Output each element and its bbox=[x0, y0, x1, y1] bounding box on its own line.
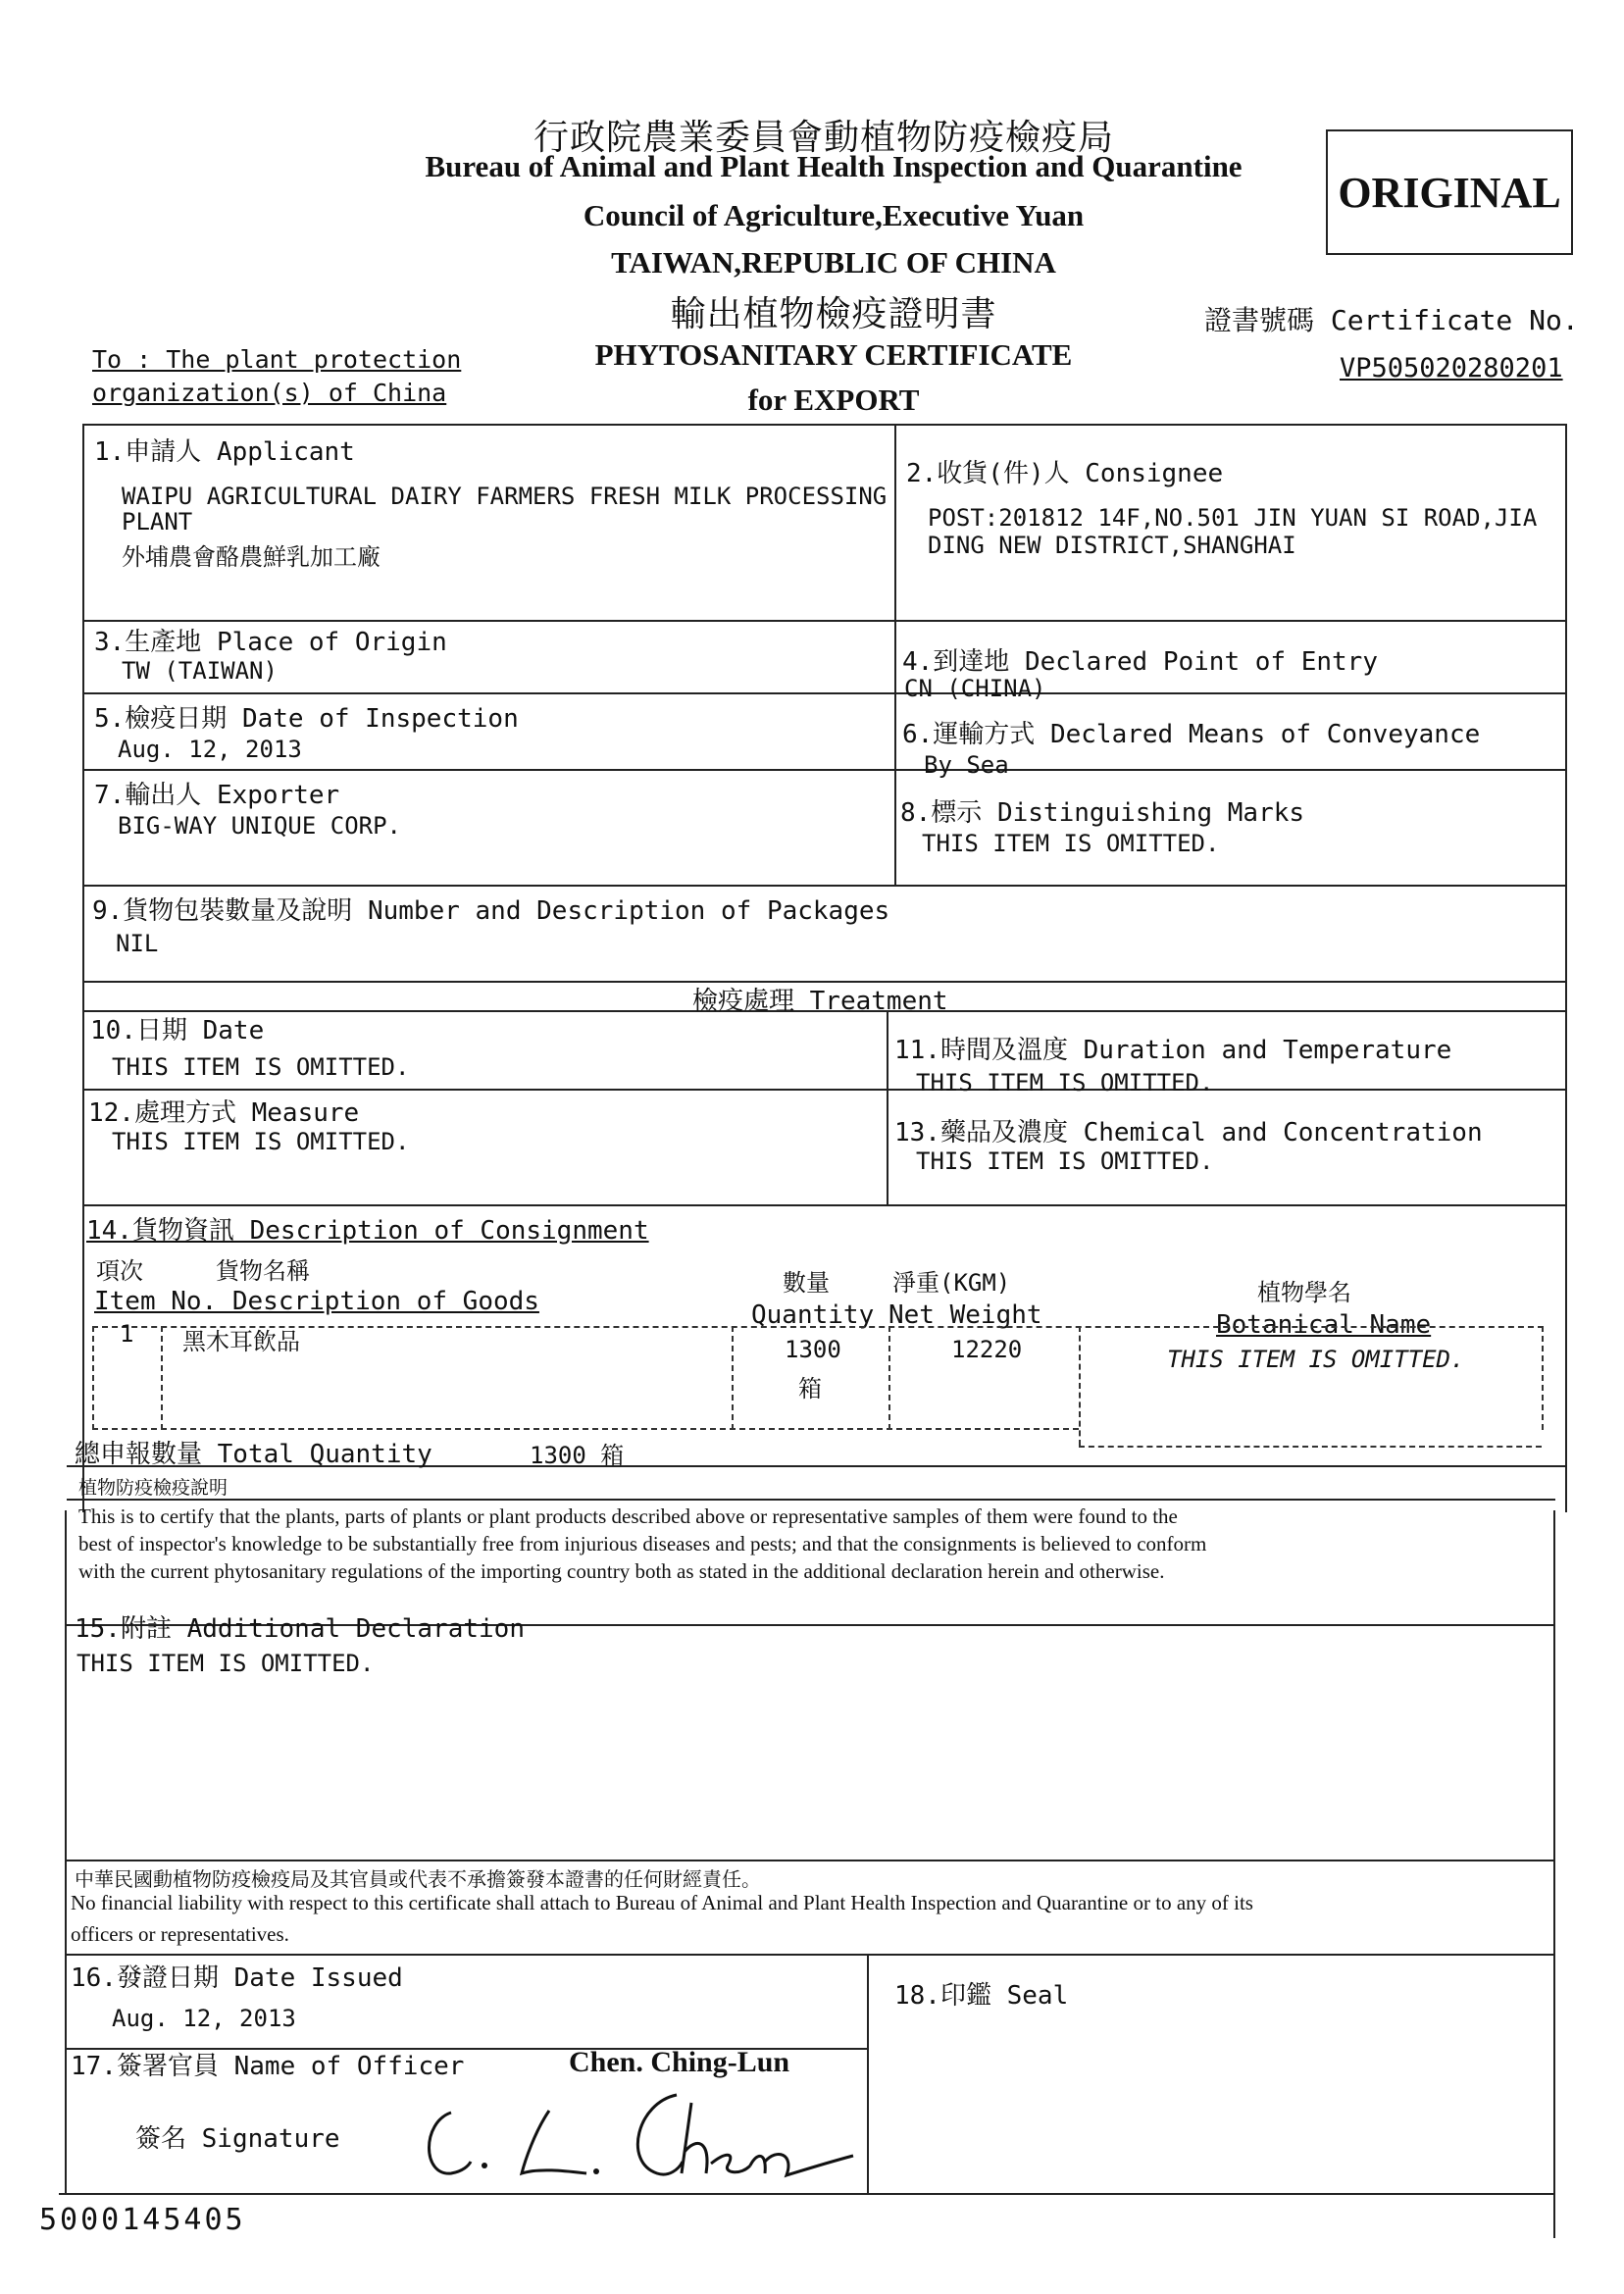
rule-after-additional bbox=[67, 1860, 1555, 1861]
entry-value: CN (CHINA) bbox=[904, 675, 1046, 702]
consignment-label: 14.貨物資訊 Description of Consignment bbox=[86, 1216, 649, 1246]
rule-after-measure-row bbox=[82, 1204, 1567, 1206]
col-item-goods-en: Item No. Description of Goods bbox=[94, 1287, 539, 1316]
officer-name-label: 17.簽署官員 Name of Officer bbox=[71, 2052, 465, 2081]
form-border-left bbox=[82, 424, 84, 1512]
signature-label: 簽名 Signature bbox=[135, 2124, 340, 2154]
col-item-cn: 項次 bbox=[96, 1257, 143, 1285]
item-table-divider-1 bbox=[161, 1326, 163, 1430]
duration-value: THIS ITEM IS OMITTED. bbox=[916, 1069, 1214, 1096]
certificate-title-sub: for EXPORT bbox=[747, 382, 920, 417]
certification-line-3: with the current phytosanitary regulations of the importing country both as stated in the additional declaration herein and otherwise. bbox=[78, 1559, 1165, 1583]
date-issued-label: 16.發證日期 Date Issued bbox=[71, 1963, 403, 1993]
certification-line-1: This is to certify that the plants, parts of plants or plant products described above or representative samples of them were found to the bbox=[78, 1504, 1178, 1528]
col-botanical-cn: 植物學名 bbox=[1257, 1279, 1351, 1306]
item-net-weight: 12220 bbox=[951, 1336, 1023, 1363]
marks-label: 8.標示 Distinguishing Marks bbox=[900, 798, 1305, 828]
inspection-date-label: 5.檢疫日期 Date of Inspection bbox=[94, 704, 519, 734]
rule-after-certify-label bbox=[67, 1499, 1555, 1501]
chemical-value: THIS ITEM IS OMITTED. bbox=[916, 1147, 1214, 1175]
rule-mid-treatment bbox=[887, 1010, 888, 1206]
form-border-right bbox=[1565, 424, 1567, 1512]
officer-signature bbox=[412, 2083, 883, 2191]
exporter-value: BIG-WAY UNIQUE CORP. bbox=[118, 812, 401, 840]
applicant-name-line-1: WAIPU AGRICULTURAL DAIRY FARMERS FRESH MILK PROCESSING bbox=[122, 483, 888, 510]
item-quantity: 1300 bbox=[785, 1336, 841, 1363]
col-botanical-en: Botanical Name bbox=[1216, 1310, 1432, 1340]
rule-after-exporter bbox=[82, 885, 1567, 887]
origin-value: TW (TAIWAN) bbox=[122, 657, 278, 685]
item-table-divider-3 bbox=[888, 1326, 890, 1430]
consignee-label: 2.收貨(件)人 Consignee bbox=[906, 459, 1224, 488]
col-weight-cn: 淨重(KGM) bbox=[892, 1269, 1011, 1297]
conveyance-label: 6.運輸方式 Declared Means of Conveyance bbox=[902, 720, 1481, 749]
council-name: Council of Agriculture,Executive Yuan bbox=[583, 198, 1085, 232]
item-table-bottom-rule-right bbox=[1079, 1446, 1542, 1448]
agency-name-chinese: 行政院農業委員會動植物防疫檢疫局 bbox=[533, 118, 1114, 158]
liability-english-line-2: officers or representatives. bbox=[71, 1922, 289, 1946]
rule-bottom bbox=[59, 2193, 1555, 2195]
item-goods-description: 黑木耳飲品 bbox=[182, 1328, 300, 1355]
rule-after-inspection bbox=[82, 769, 1567, 771]
rule-after-date-row bbox=[82, 1089, 1567, 1091]
item-quantity-unit: 箱 bbox=[798, 1375, 822, 1402]
packages-label: 9.貨物包裝數量及說明 Number and Description of Packages bbox=[92, 896, 890, 926]
measure-value: THIS ITEM IS OMITTED. bbox=[112, 1128, 410, 1155]
col-goods-cn: 貨物名稱 bbox=[216, 1257, 310, 1285]
inspection-date-value: Aug. 12, 2013 bbox=[118, 736, 302, 763]
liability-english-line-1: No financial liability with respect to this certificate shall attach to Bureau of Animal and Plant Health Inspection and Quarantine or to any of its bbox=[71, 1891, 1253, 1914]
total-quantity-label: 總申報數量 Total Quantity bbox=[75, 1440, 432, 1469]
applicant-name-line-2: PLANT bbox=[122, 508, 193, 535]
rule-after-origin bbox=[82, 692, 1567, 694]
item-table-divider-4 bbox=[1079, 1326, 1081, 1446]
rule-mid-upper bbox=[894, 424, 896, 887]
origin-label: 3.生產地 Place of Origin bbox=[94, 628, 447, 657]
item-table-divider-2 bbox=[732, 1326, 734, 1430]
treatment-date-value: THIS ITEM IS OMITTED. bbox=[112, 1053, 410, 1081]
lower-border-left bbox=[65, 1510, 67, 2195]
additional-declaration-label: 15.附註 Additional Declaration bbox=[75, 1614, 525, 1644]
officer-name: Chen. Ching-Lun bbox=[569, 2046, 790, 2078]
agency-name-english: Bureau of Animal and Plant Health Inspection and Quarantine bbox=[425, 149, 1243, 183]
item-table-bottom-rule bbox=[92, 1428, 1079, 1430]
marks-value: THIS ITEM IS OMITTED. bbox=[922, 830, 1220, 857]
seal-label: 18.印鑑 Seal bbox=[894, 1981, 1069, 2011]
exporter-label: 7.輸出人 Exporter bbox=[94, 781, 340, 810]
consignee-address-line-2: DING NEW DISTRICT,SHANGHAI bbox=[928, 532, 1296, 559]
treatment-date-label: 10.日期 Date bbox=[90, 1016, 265, 1045]
duration-label: 11.時間及溫度 Duration and Temperature bbox=[894, 1036, 1452, 1065]
document-number: 5000145405 bbox=[39, 2203, 246, 2237]
item-number: 1 bbox=[120, 1320, 134, 1348]
applicant-label: 1.申請人 Applicant bbox=[94, 437, 355, 467]
date-issued-value: Aug. 12, 2013 bbox=[112, 2005, 296, 2032]
total-quantity-value: 1300 箱 bbox=[530, 1442, 625, 1469]
col-quantity-en: Quantity bbox=[751, 1300, 875, 1330]
measure-label: 12.處理方式 Measure bbox=[88, 1098, 360, 1128]
col-quantity-cn: 數量 bbox=[783, 1269, 830, 1297]
certificate-number-label: 證書號碼 Certificate No. bbox=[1204, 304, 1579, 336]
packages-value: NIL bbox=[116, 930, 159, 957]
applicant-name-chinese: 外埔農會酪農鮮乳加工廠 bbox=[122, 543, 381, 571]
chemical-label: 13.藥品及濃度 Chemical and Concentration bbox=[894, 1118, 1483, 1147]
consignee-address-line-1: POST:201812 14F,NO.501 JIN YUAN SI ROAD,JIA bbox=[928, 504, 1538, 532]
country-name: TAIWAN,REPUBLIC OF CHINA bbox=[611, 245, 1056, 280]
additional-declaration-value: THIS ITEM IS OMITTED. bbox=[76, 1650, 375, 1677]
rule-after-liability bbox=[65, 1954, 1555, 1956]
addressee-line-1: To : The plant protection bbox=[92, 345, 462, 374]
conveyance-value: By Sea bbox=[924, 751, 1009, 779]
original-stamp: ORIGINAL bbox=[1326, 129, 1573, 255]
col-weight-en: Net Weight bbox=[888, 1300, 1042, 1330]
liability-chinese: 中華民國動植物防疫檢疫局及其官員或代表不承擔簽發本證書的任何財經責任。 bbox=[75, 1867, 761, 1891]
entry-label: 4.到達地 Declared Point of Entry bbox=[902, 647, 1378, 677]
certificate-title-english: PHYTOSANITARY CERTIFICATE bbox=[594, 337, 1073, 372]
certification-label: 植物防疫檢疫說明 bbox=[78, 1477, 228, 1499]
certificate-number: VP505020280201 bbox=[1340, 353, 1563, 383]
certificate-title-chinese: 輸出植物檢疫證明書 bbox=[670, 294, 997, 334]
certification-line-2: best of inspector's knowledge to be substantially free from injurious diseases and pests; and that the consignments is believed to conform bbox=[78, 1532, 1207, 1555]
lower-border-right bbox=[1553, 1510, 1555, 2238]
treatment-heading: 檢疫處理 Treatment bbox=[692, 987, 948, 1016]
item-botanical-name: THIS ITEM IS OMITTED. bbox=[1167, 1346, 1465, 1373]
rule-top bbox=[82, 424, 1567, 426]
addressee-line-2: organization(s) of China bbox=[92, 379, 447, 407]
